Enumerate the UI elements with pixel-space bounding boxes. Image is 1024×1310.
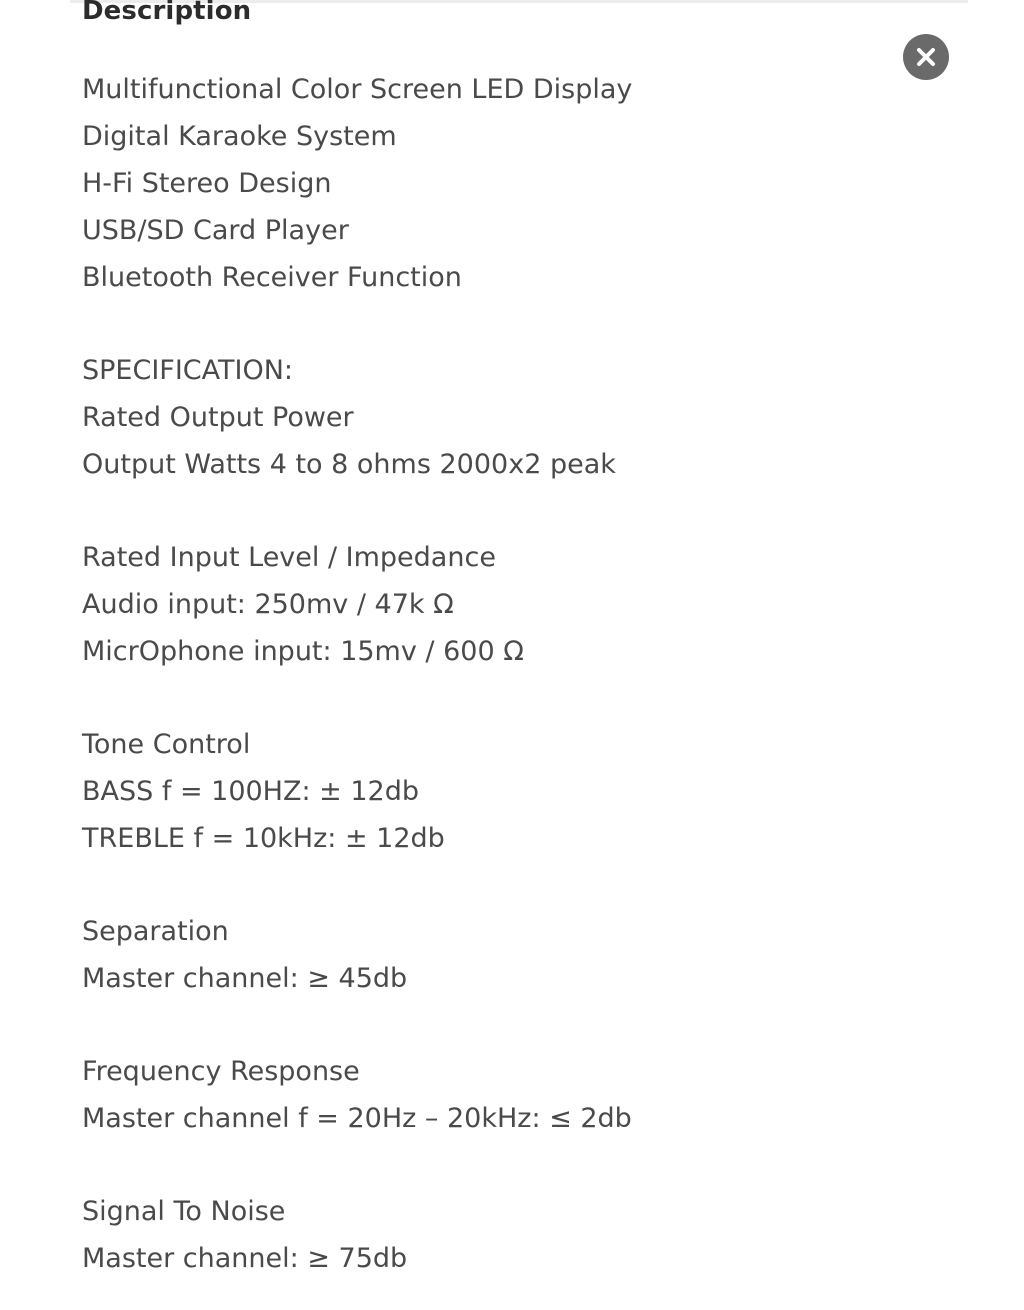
- close-button[interactable]: [903, 34, 949, 80]
- blank-line: [82, 488, 632, 534]
- spec-line: Output Watts 4 to 8 ohms 2000x2 peak: [82, 449, 616, 480]
- description-line: USB/SD Card Player: [82, 215, 349, 246]
- blank-line: [82, 675, 632, 721]
- description-list: [82, 66, 632, 1282]
- blank-line: [82, 1002, 632, 1048]
- blank-line: [82, 301, 632, 347]
- spec-line: Rated Output Power: [82, 402, 354, 433]
- spec-line: Frequency Response: [82, 1056, 360, 1087]
- blank-line: [82, 1142, 632, 1188]
- spec-line: Rated Input Level / Impedance: [82, 542, 496, 573]
- spec-line: BASS f = 100HZ: ± 12db: [82, 776, 419, 807]
- spec-line: Separation: [82, 916, 229, 947]
- description-line: Bluetooth Receiver Function: [82, 262, 462, 293]
- spec-line: Master channel: ≥ 45db: [82, 963, 408, 994]
- section-heading: Description: [82, 0, 252, 26]
- close-icon: [915, 46, 937, 68]
- description-line: Multifunctional Color Screen LED Display: [82, 74, 633, 105]
- spec-line: Signal To Noise: [82, 1196, 286, 1227]
- spec-line: Tone Control: [82, 729, 251, 760]
- spec-line: Audio input: 250mv / 47k Ω: [82, 589, 454, 620]
- description-line: H-Fi Stereo Design: [82, 168, 332, 199]
- spec-line: TREBLE f = 10kHz: ± 12db: [82, 823, 445, 854]
- blank-line: [82, 862, 632, 908]
- description-line: Digital Karaoke System: [82, 121, 397, 152]
- spec-line: Master channel f = 20Hz – 20kHz: ≤ 2db: [82, 1103, 632, 1134]
- spec-line: MicrOphone input: 15mv / 600 Ω: [82, 636, 524, 667]
- spec-heading: SPECIFICATION:: [82, 355, 294, 386]
- spec-line: Master channel: ≥ 75db: [82, 1243, 408, 1274]
